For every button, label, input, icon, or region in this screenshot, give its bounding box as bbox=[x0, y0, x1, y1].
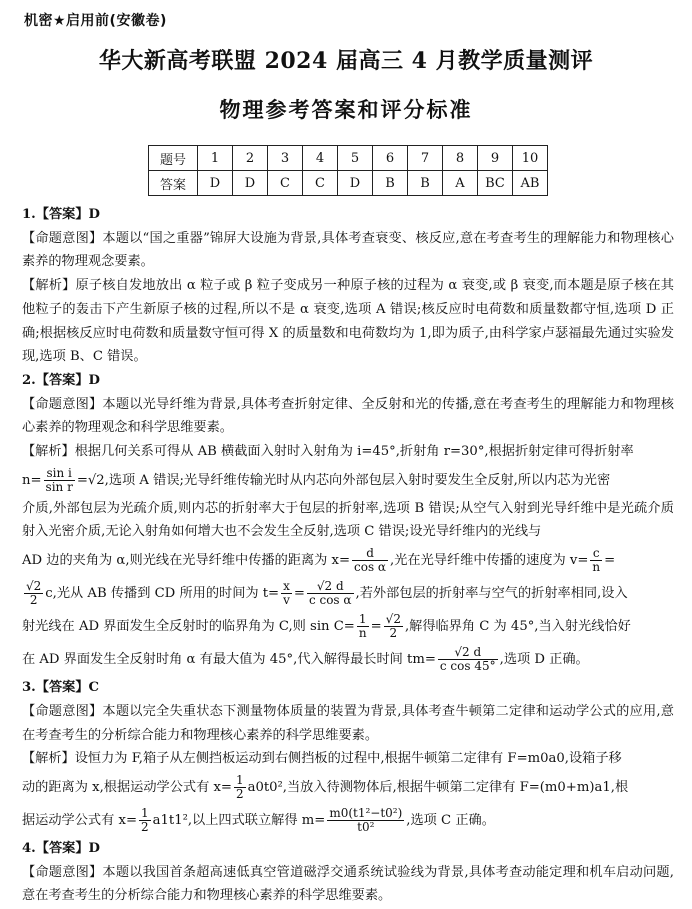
table-cell-number: 10 bbox=[513, 146, 548, 171]
fraction: $\frac{c}{n}$ bbox=[592, 546, 601, 575]
fraction: $\frac{√2}{2}$ bbox=[385, 612, 401, 641]
q2-analysis-line2: n= $\frac{\text{sin i}}{\text{sin r}}$ =√2,选项 A 错误;光导纤维传输光时从内芯向外部包层入射时要发生全反射,所以内芯为光密 bbox=[22, 465, 611, 494]
fraction: $\frac{x}{v}$ bbox=[283, 579, 290, 608]
table-cell-answer: AB bbox=[513, 171, 548, 196]
fraction: $\frac{d}{\text{cos α}}$ bbox=[354, 546, 387, 575]
q4-intent: 【命题意图】本题以我国首条超高速低真空管道磁浮交通系统试验线为背景,具体考查动能定理和机车启动问题,意在考查考生的分析综合能力和物理核心素养的科学思维要素。 bbox=[22, 864, 674, 904]
q2-analysis-line6: 射光线在 AD 界面发生全反射时的临界角为 C,则 sin C= $\frac{1}{n}$ = $\frac{√2}{2}$ ,解得临界角 C 为 45°,当入射光线恰好 bbox=[22, 612, 631, 641]
q4-answer-heading: 4.【答案】D bbox=[22, 840, 100, 856]
q3-analysis-line1: 【解析】设恒力为 F,箱子从左侧挡板运动到右侧挡板的过程中,根据牛顿第二定律有 F=m0a0,设箱子移 bbox=[22, 751, 622, 767]
fraction: $\frac{√2}{2}$ bbox=[26, 579, 42, 608]
table-cell-number: 6 bbox=[373, 146, 408, 171]
table-cell-answer: B bbox=[408, 171, 443, 196]
table-cell-answer: C bbox=[303, 171, 338, 196]
fraction: $\frac{√2 d}{\text{c cos 45°}}$ bbox=[439, 645, 496, 674]
q2-answer-heading: 2.【答案】D bbox=[22, 372, 100, 388]
fraction: $\frac{√2 d}{\text{c cos α}}$ bbox=[308, 579, 352, 608]
table-cell-answer: A bbox=[443, 171, 478, 196]
answer-table-number-row bbox=[149, 146, 548, 171]
q1-intent: 【命题意图】本题以“国之重器”锦屏大设施为背景,具体考查衰变、核反应,意在考查考生的理解能力和物理核心素养的物理观念要素。 bbox=[22, 230, 674, 270]
fraction: $\frac{\text{sin i}}{\text{sin r}}$ bbox=[45, 465, 73, 494]
page-title: 华大新高考联盟 2024 届高三 4 月教学质量测评 bbox=[98, 48, 594, 74]
table-cell-number: 8 bbox=[443, 146, 478, 171]
table-cell-answer: D bbox=[198, 171, 233, 196]
q2-analysis-line4: AD 边的夹角为 α,则光线在光导纤维中传播的距离为 x= $\frac{d}{\text{cos α}}$ ,光在光导纤维中传播的速度为 v= $\frac{c}{n}$ = bbox=[22, 546, 616, 575]
table-cell-number: 9 bbox=[478, 146, 513, 171]
table-cell-answer: D bbox=[233, 171, 268, 196]
table-cell-number: 1 bbox=[198, 146, 233, 171]
q1-analysis: 【解析】原子核自发地放出 α 粒子或 β 粒子变成另一种原子核的过程为 α 衰变,或 β 衰变,而本题是原子核在其他粒子的轰击下产生新原子核的过程,所以不是 α 衰变,选项 A 错误;核反应时电荷数和质量数都守恒,选项 D 正确;根据核反应时电荷数和质量数守恒可得 X 的质量数和电荷数均为 1,即为质子,由科学家卢瑟福最先通过实验发现,选项 B、C 错误。 bbox=[22, 278, 674, 365]
q3-intent: 【命题意图】本题以完全失重状态下测量物体质量的装置为背景,具体考查牛顿第二定律和运动学公式的应用,意在考查考生的分析综合能力和物理核心素养的科学思维要素。 bbox=[22, 703, 674, 743]
q2-analysis-line1: 【解析】根据几何关系可得从 AB 横截面入射时入射角为 i=45°,折射角 r=30°,根据折射定律可得折射率 bbox=[22, 444, 634, 460]
secret-label: 机密★启用前(安徽卷) bbox=[24, 13, 167, 29]
q1-answer-heading: 1.【答案】D bbox=[22, 207, 100, 222]
fraction: $\frac{1}{n}$ bbox=[358, 612, 367, 641]
table-cell-number: 2 bbox=[233, 146, 268, 171]
answer-table bbox=[148, 145, 548, 196]
answer-table-answer-row bbox=[149, 171, 548, 196]
q3-answer-heading: 3.【答案】C bbox=[22, 680, 100, 696]
page-subtitle: 物理参考答案和评分标准 bbox=[219, 97, 473, 122]
table-cell-number: 5 bbox=[338, 146, 373, 171]
table-cell-number: 3 bbox=[268, 146, 303, 171]
q2-analysis-line7: 在 AD 界面发生全反射时角 α 有最大值为 45°,代入解得最长时间 tm= $\frac{√2 d}{\text{c cos 45°}}$ ,选项 D 正确。 bbox=[22, 645, 589, 674]
fraction: $\frac{\text{m0(t1²−t0²)}}{\text{t0²}}$ bbox=[329, 805, 403, 834]
table-header-number: 题号 bbox=[149, 146, 198, 171]
table-cell-answer: BC bbox=[478, 171, 513, 196]
table-cell-answer: B bbox=[373, 171, 408, 196]
table-cell-answer: D bbox=[338, 171, 373, 196]
fraction: $\frac{1}{2}$ bbox=[141, 805, 149, 834]
q2-analysis-line3: 介质,外部包层为光疏介质,则内芯的折射率大于包层的折射率,选项 B 错误;从空气入射到光导纤维中是光疏介质射入光密介质,无论入射角如何增大也不会发生全反射,选项 C 错误;设光导纤维内的光线与 bbox=[22, 500, 674, 540]
solutions-body bbox=[22, 203, 674, 908]
fraction: $\frac{1}{2}$ bbox=[235, 772, 244, 801]
q3-analysis-line3: 据运动学公式有 x= $\frac{1}{2}$ a1t1²,以上四式联立解得 m= $\frac{\text{m0(t1²−t0²)}}{\text{t0²}}$ ,选项 C 正确。 bbox=[22, 805, 495, 834]
table-header-answer: 答案 bbox=[149, 171, 198, 196]
q2-analysis-line5: $\frac{√2}{2}$ c,光从 AB 传播到 CD 所用的时间为 t= $\frac{x}{v}$ = $\frac{√2 d}{\text{c cos α}}$ ,若外部包层的折射率与空气的折射率相同,设入 bbox=[26, 579, 628, 608]
table-cell-answer: C bbox=[268, 171, 303, 196]
q2-intent: 【命题意图】本题以光导纤维为背景,具体考查折射定律、全反射和光的传播,意在考查考生的理解能力和物理核心素养的物理观念和科学思维要素。 bbox=[22, 396, 674, 436]
q3-analysis-line2: 动的距离为 x,根据运动学公式有 x= $\frac{1}{2}$ a0t0²,当放入待测物体后,根据牛顿第二定律有 F=(m0+m)a1,根 bbox=[22, 772, 629, 801]
table-cell-number: 4 bbox=[303, 146, 338, 171]
table-cell-number: 7 bbox=[408, 146, 443, 171]
